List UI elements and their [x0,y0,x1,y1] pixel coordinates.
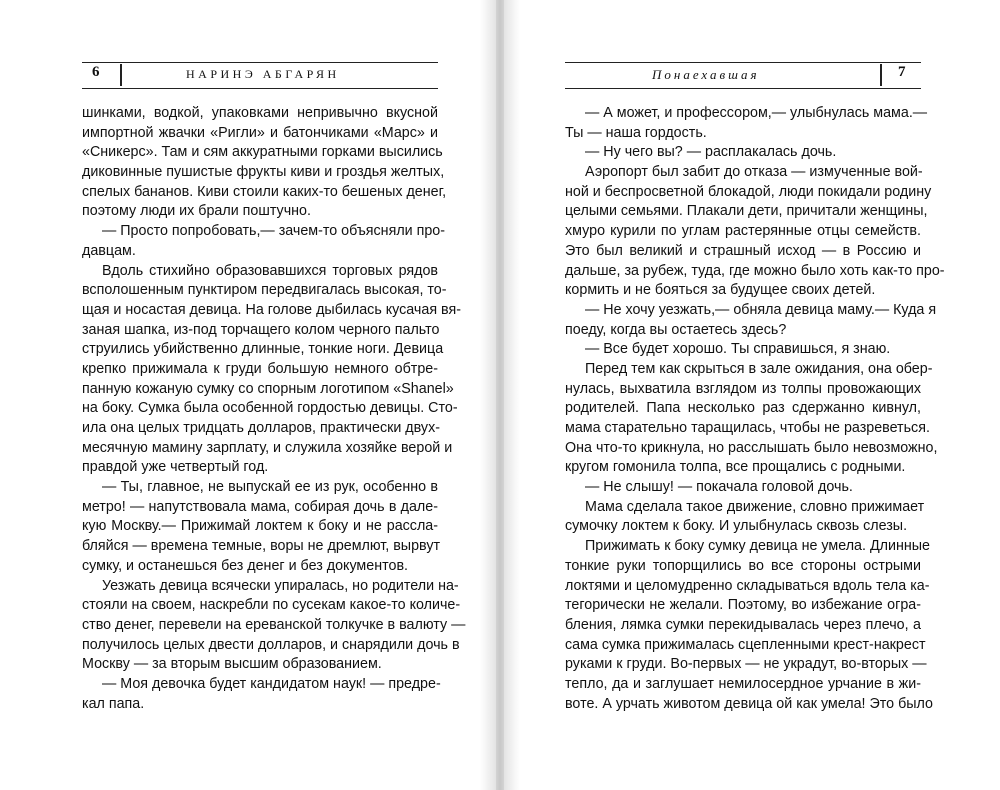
text-line: Москву — за вторым высшим образованием. [82,656,382,673]
text-line: Прижимать к боку сумку девица не умела. Длинные [585,538,930,555]
text-line: сумочку локтем к боку. И улыбнулась сквозь слезы. [565,518,908,535]
text-line: воте. А урчать животом девица ой как умела! Это было [565,695,933,712]
text-line: Уезжать девица всячески упиралась, но родители на- [102,577,459,594]
text-line: руками к груди. Во-первых — не украдут, во-вторых — [565,656,927,673]
text-line: на боку. Сумка была особенной гордостью девицы. Сто- [82,400,458,417]
text-line: Перед тем как скрыться в зале ожидания, она обер- [585,360,933,377]
text-line: импортной жвачки «Ригли» и батончиками «Марс» и [82,124,438,141]
text-line: диковинные пушистые фрукты киви и гроздья желтых, [82,164,445,181]
text-line: Она что-то крикнула, но расслышать было невозможно, [565,439,938,456]
text-line: — А может, и профессором,— улыбнулась мама.— [585,105,928,121]
text-line: кормить и не бояться за будущее своих детей. [565,282,876,299]
text-line: тепло, да и заглушает немилосердное урчание в жи- [565,675,921,692]
right-header-bottom-rule [565,88,921,89]
text-line: локтями и целомудренно складываться вдоль тела ка- [565,577,930,594]
text-line: — Не слышу! — покачала головой дочь. [585,479,853,496]
text-line: — Не хочу уезжать,— обняла девица маму.— Куда я [585,301,937,318]
text-line: — Ну чего вы? — расплакалась дочь. [585,144,837,161]
text-line: ила она целых тридцать долларов, практически двух- [82,420,440,436]
text-line: хмуро курили по углам растерянные отцы семейств. [565,223,921,240]
text-line: Ты — наша гордость. [565,124,707,141]
left-running-head: НАРИНЭ АБГАРЯН [186,67,340,81]
text-line: тонкие руки топорщились во все стороны острыми [565,557,921,574]
text-line: дальше, за рубеж, туда, где можно было хоть как-то про- [565,262,945,279]
book-gutter-shadow [480,0,520,790]
left-header-top-rule [82,62,438,63]
text-line: целыми семьями. Плакали дети, причитали женщины, [565,203,928,220]
text-line: ной и беспросветной блокадой, люди покидали родину [565,183,932,200]
text-line: — Ты, главное, не выпускай ее из рук, особенно в [102,479,438,496]
text-line: родителей. Папа несколько раз сдержанно кивнул, [565,400,921,417]
left-header-bottom-rule [82,88,438,89]
text-line: кал папа. [82,695,145,712]
text-line: нулась, выхватила взглядом из толпы провожающих [565,380,921,397]
text-line: бляйся — времена темные, воры не дремлют, вырвут [82,538,441,555]
text-line: заная шапка, из-под торчащего колом черного пальто [82,321,440,338]
text-line: Это был великий и страшный исход — в Россию и [565,242,921,259]
text-line: метро! — напутствовала мама, собирая дочь в далe- [82,498,438,515]
left-page-number: 6 [92,64,100,80]
text-line: — Просто попробовать,— зачем-то объясняли про- [102,223,446,240]
right-body-text [565,104,945,714]
text-line: всполошенным пунктиром передвигалась высокая, то- [82,282,447,299]
text-line: Аэропорт был забит до отказа — измученные вой- [585,164,923,181]
text-line: правдой уже четвертый год. [82,459,269,476]
left-header-separator [120,64,122,86]
text-line: сама сумка прижималась сцепленными крест-накрест [565,636,926,653]
right-page-number: 7 [898,64,906,80]
text-line: Вдоль стихийно образовавшихся торговых рядов [102,262,438,279]
left-body-text [82,104,466,714]
text-line: сумку, и останешься без денег и без документов. [82,557,409,574]
text-line: — Все будет хорошо. Ты справишься, я знаю. [585,341,891,358]
text-line: крепко прижимала к груди большую немного обтре- [82,360,438,377]
text-line: мама старательно таращилась, чтобы не разреветься. [565,420,930,436]
text-line: ство денег, перевели на ереванской толкучке в валюту — [82,616,466,633]
text-line: месячную мамину зарплату, и служила хозяйке верой и [82,439,453,456]
text-line: спелых бананов. Киви стоили каких-то бешеных денег, [82,183,447,200]
text-line: «Сникерс». Там и сям аккуратными горками высились [82,144,443,161]
text-line: тегорически не желали. Поэтому, во избежание огра- [565,597,921,614]
text-line: панную кожаную сумку со спорным логотипом «Shanel» [82,380,454,397]
text-line: давцам. [82,242,136,259]
text-line: струились убийственно длинные, тонкие ноги. Девица [82,341,444,358]
right-header-separator [880,64,882,86]
text-line: шинками, водкой, упаковками непривычно вкусной [82,105,438,121]
text-line: кругом гомонила толпа, все прощались с родными. [565,459,906,476]
text-line: поеду, когда вы остаетесь здесь? [565,321,787,338]
text-line: стояли на своем, наскребли по сусекам какое-то количе- [82,597,461,614]
text-line: щая и носастая девица. На голове дыбилась кусачая вя- [82,301,461,318]
text-line: Мама сделала такое движение, словно прижимает [585,498,925,515]
text-line: поэтому люди их брали поштучно. [82,203,311,220]
text-line: кую Москву.— Прижимай локтем к боку и не рассла- [82,518,438,535]
text-line: — Моя девочка будет кандидатом наук! — предре- [102,675,441,692]
right-running-head: Понаехавшая [652,67,760,82]
text-line: получилось целых двести долларов, и снарядили дочь в [82,636,460,653]
text-line: бления, лямка сумки перекидывалась через плечо, а [565,616,921,633]
right-header-top-rule [565,62,921,63]
